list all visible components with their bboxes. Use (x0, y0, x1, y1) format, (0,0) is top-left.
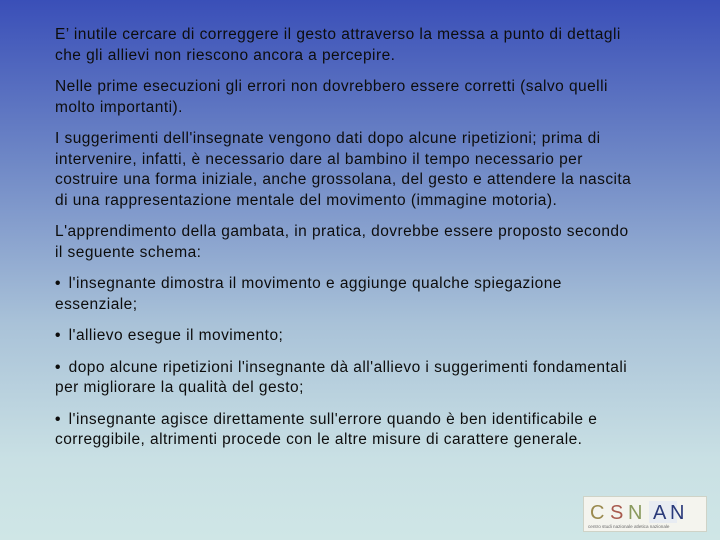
logo-tagline: centro studi nazionale atletica nazionale (588, 524, 670, 529)
logo-letter-s: S (610, 502, 624, 524)
bullet-text: dopo alcune ripetizioni l'insegnante dà all'allievo i suggerimenti fondamentali per migliorare la qualità del gesto; (55, 358, 628, 396)
logo-letter-c: C (590, 502, 605, 524)
logo-letter-n: N (628, 502, 643, 524)
bullet-text: l'insegnante dimostra il movimento e aggiunge qualche spiegazione essenziale; (55, 275, 562, 313)
logo-letter-n2: N (670, 502, 685, 524)
csnan-logo (583, 496, 707, 532)
paragraph-suggestions: I suggerimenti dell'insegnate vengono dati dopo alcune ripetizioni; prima di intervenire, infatti, è necessario dare al bambino il tempo necessario per costruire una forma iniziale, anche grossolana, del gesto e attendere la nascita di una rappresentazione mentale del movimento (immagine motoria). (55, 130, 632, 209)
bullet-item-1 (55, 274, 635, 315)
bullet-item-4 (55, 410, 635, 451)
slide-body (55, 25, 635, 462)
bullet-text: l'allievo esegue il movimento; (68, 327, 284, 344)
bullet-dot-icon: • (55, 327, 61, 344)
paragraph-schema-intro: L'apprendimento della gambata, in pratica, dovrebbe essere proposto secondo il seguente schema: (55, 223, 629, 261)
bullet-dot-icon: • (55, 410, 61, 428)
bullet-item-3 (55, 358, 635, 399)
bullet-dot-icon: • (55, 358, 61, 376)
paragraph-first-executions: Nelle prime esecuzioni gli errori non dovrebbero essere corretti (salvo quelli molto importanti). (55, 78, 608, 116)
bullet-text: l'insegnante agisce direttamente sull'errore quando è ben identificabile e correggibile, altrimenti procede con le altre misure di carattere generale. (55, 410, 598, 448)
bullet-dot-icon: • (55, 275, 61, 292)
bullet-item-2 (55, 326, 635, 347)
paragraph-intro: E’ inutile cercare di correggere il gesto attraverso la messa a punto di dettagli che gli allievi non riescono ancora a percepire. (55, 26, 621, 64)
logo-letter-a: A (653, 502, 667, 524)
